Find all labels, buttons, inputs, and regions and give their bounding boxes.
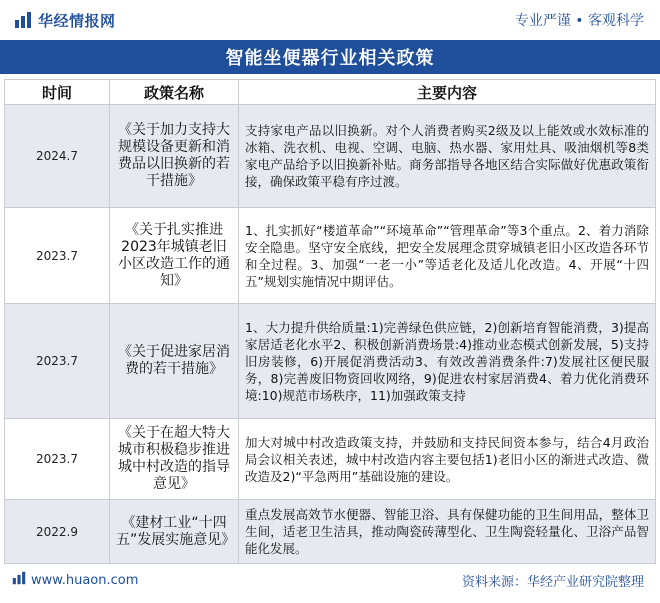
footer bbox=[0, 567, 660, 593]
cell-policy-name: 《关于促进家居消费的若干措施》 bbox=[110, 304, 239, 419]
column-header-content: 主要内容 bbox=[239, 80, 656, 105]
table-row bbox=[5, 419, 656, 500]
cell-policy-name: 《关于扎实推进2023年城镇老旧小区改造工作的通知》 bbox=[110, 208, 239, 304]
cell-time: 2023.7 bbox=[5, 419, 110, 500]
table-row bbox=[5, 208, 656, 304]
table-header-row bbox=[5, 80, 656, 105]
cell-time: 2023.7 bbox=[5, 304, 110, 419]
cell-policy-name: 《建材工业“十四五”发展实施意见》 bbox=[110, 500, 239, 564]
slogan: 专业严谨 • 客观科学 bbox=[514, 13, 644, 29]
cell-policy-name: 《关于在超大特大城市积极稳步推进城中村改造的指导意见》 bbox=[110, 419, 239, 500]
column-header-time: 时间 bbox=[5, 80, 110, 105]
cell-time: 2022.9 bbox=[5, 500, 110, 564]
cell-content: 重点发展高效节水便器、智能卫浴、具有保健功能的卫生间用品，整体卫生间，适老卫生洁具，推动陶瓷砖薄型化、卫生陶瓷轻量化、卫浴产品智能化发展。 bbox=[239, 500, 656, 564]
brand-name: 华经情报网 bbox=[38, 11, 116, 30]
column-header-policy-name: 政策名称 bbox=[110, 80, 239, 105]
cell-policy-name: 《关于加力支持大规模设备更新和消费品以旧换新的若干措施》 bbox=[110, 105, 239, 208]
website-url[interactable]: www.huaon.com bbox=[31, 572, 139, 588]
title-bar bbox=[0, 40, 660, 74]
brand bbox=[14, 10, 116, 31]
cell-time: 2024.7 bbox=[5, 105, 110, 208]
cell-content: 1、扎实抓好“楼道革命”“环境革命”“管理革命”等3个重点。2、着力消除安全隐患。坚守安全底线，把安全发展理念贯穿城镇老旧小区改造各环节和全过程。3、加强“一老一小”等适老化及适儿化改造。4、开展“十四五”规划实施情况中期评估。 bbox=[239, 208, 656, 304]
cell-content: 1、大力提升供给质量:1)完善绿色供应链，2)创新培育智能消费，3)提高家居适老化水平2、积极创新消费场景:4)推动业态模式创新发展，5)支持旧房装修，6)开展促消费活动3、有效改善消费条件:7)发展社区便民服务，8)完善废旧物资回收网络，9)促进农村家居消费4、着力优化消费环境:10)规范市场秩序，11)加强政策支持 bbox=[239, 304, 656, 419]
table-row bbox=[5, 304, 656, 419]
website bbox=[12, 571, 138, 589]
logo-icon bbox=[12, 571, 26, 589]
cell-time: 2023.7 bbox=[5, 208, 110, 304]
table-row bbox=[5, 500, 656, 564]
logo-icon bbox=[14, 11, 32, 29]
table-row bbox=[5, 105, 656, 208]
top-bar bbox=[0, 0, 660, 40]
cell-content: 支持家电产品以旧换新。对个人消费者购买2级及以上能效或水效标准的冰箱、洗衣机、电视、空调、电脑、热水器、家用灶具、吸油烟机等8类家电产品给予以旧换新补贴。商务部指导各地区结合实际做好优惠政策衔接，确保政策平稳有序过渡。 bbox=[239, 105, 656, 208]
cell-content: 加大对城中村改造政策支持，并鼓励和支持民间资本参与，结合4月政治局会议相关表述，城中村改造内容主要包括1)老旧小区的渐进式改造、微改造及2)“平急两用”基础设施的建设。 bbox=[239, 419, 656, 500]
source-note: 资料来源：华经产业研究院整理 bbox=[461, 574, 644, 590]
page-title: 智能坐便器行业相关政策 bbox=[225, 48, 435, 69]
policy-table bbox=[4, 79, 656, 564]
